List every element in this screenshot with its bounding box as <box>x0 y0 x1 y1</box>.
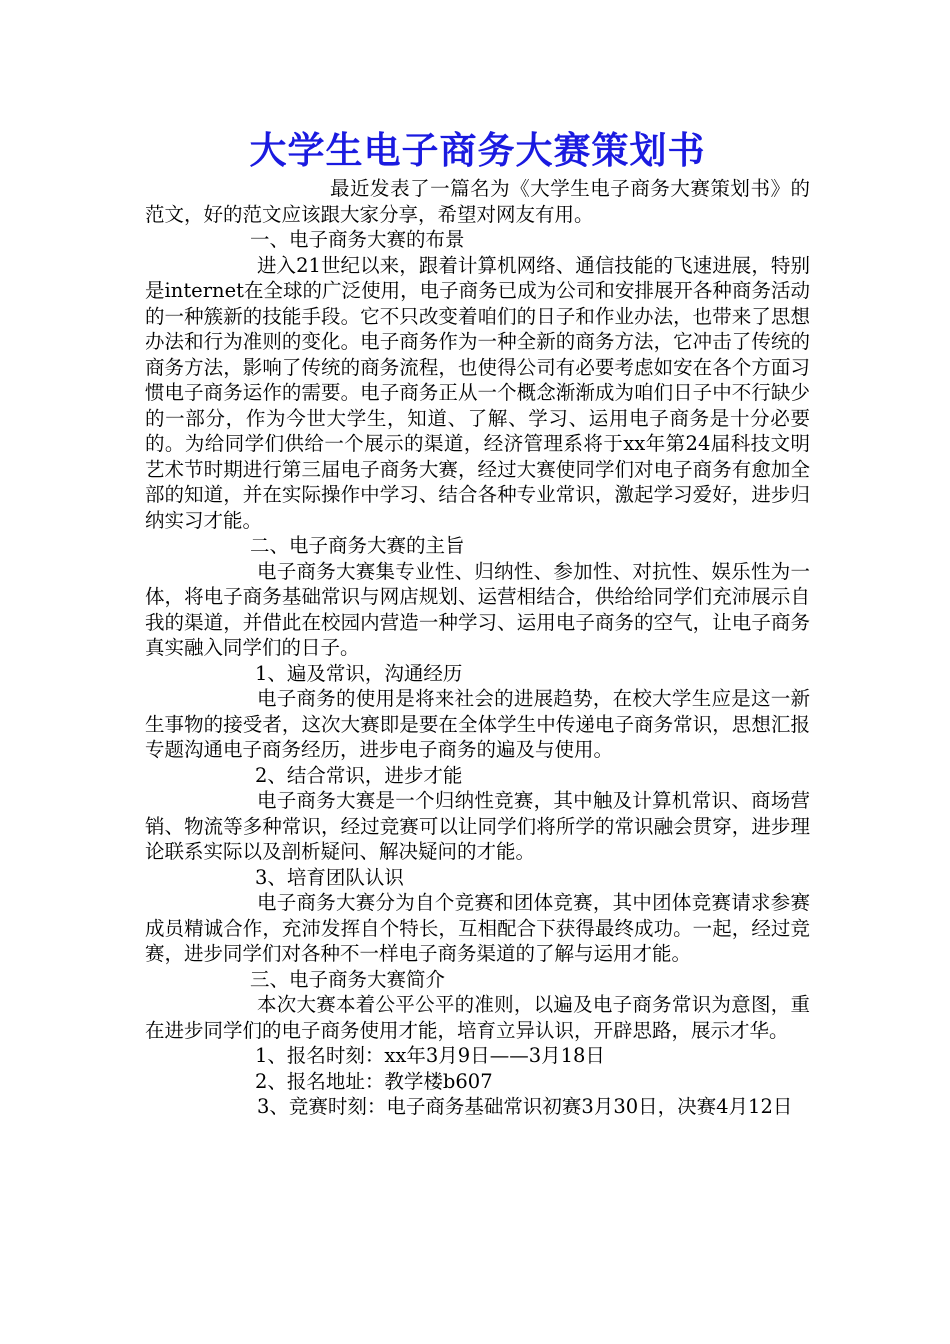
document-body <box>145 176 810 1120</box>
subsection-heading-3: 3、培育团队认识 <box>255 865 404 889</box>
section-paragraph-intro: 本次大赛本着公平公平的准则，以遍及电子商务常识为意图，重在进步同学们的电子商务使用才能，培育立异认识，开辟思路，展示才华。 <box>145 993 810 1042</box>
section-heading-purpose: 二、电子商务大赛的主旨 <box>250 534 465 557</box>
detail-registration-time: 1、报名时刻：xx年3月9日——3月18日 <box>255 1044 605 1067</box>
section-heading-background: 一、电子商务大赛的布景 <box>250 228 465 251</box>
subsection-paragraph-1: 电子商务的使用是将来社会的进展趋势，在校大学生应是这一新生事物的接受者，这次大赛即是要在全体学生中传递电子商务常识，思想汇报专题沟通电子商务经历，进步电子商务的遍及与使用。 <box>145 687 810 761</box>
subsection-heading-2: 2、结合常识，进步才能 <box>255 763 463 787</box>
section-heading-intro: 三、电子商务大赛简介 <box>250 967 446 991</box>
subsection-heading-1: 1、遍及常识，沟通经历 <box>255 661 463 685</box>
subsection-paragraph-3: 电子商务大赛分为自个竞赛和团体竞赛，其中团体竞赛请求参赛成员精诚合作，充沛发挥自个特长，互相配合下获得最终成功。一起，经过竞赛，进步同学们对各种不一样电子商务渠道的了解与运用才能。 <box>145 891 810 965</box>
detail-competition-time: 3、竞赛时刻：电子商务基础常识初赛3月30日，决赛4月12日 <box>257 1095 793 1118</box>
document-page <box>145 124 810 1120</box>
detail-registration-place: 2、报名地址：教学楼b607 <box>255 1069 493 1093</box>
document-title: 大学生电子商务大赛策划书 <box>249 128 706 172</box>
intro-paragraph: 最近发表了一篇名为《大学生电子商务大赛策划书》的范文，好的范文应该跟大家分享，希望对网友有用。 <box>145 177 810 226</box>
section-paragraph-purpose: 电子商务大赛集专业性、归纳性、参加性、对抗性、娱乐性为一体，将电子商务基础常识与网店规划、运营相结合，供给给同学们充沛展示自我的渠道，并借此在校园内营造一种学习、运用电子商务的空气，让电子商务真实融入同学们的日子。 <box>145 559 810 659</box>
subsection-paragraph-2: 电子商务大赛是一个归纳性竞赛，其中触及计算机常识、商场营销、物流等多种常识，经过竞赛可以让同学们将所学的常识融会贯穿，进步理论联系实际以及剖析疑问、解决疑问的才能。 <box>145 789 810 863</box>
section-paragraph-background: 进入21世纪以来，跟着计算机网络、通信技能的飞速进展，特别是internet在全球的广泛使用，电子商务已成为公司和安排展开各种商务活动的一种簇新的技能手段。它不只改变着咱们的日子和作业办法，也带来了思想办法和行为准则的变化。电子商务作为一种全新的商务方法，它冲击了传统的商务方法，影响了传统的商务流程，也使得公司有必要考虑如安在各个方面习惯电子商务运作的需要。电子商务正从一个概念渐渐成为咱们日子中不行缺少的一部分，作为今世大学生，知道、了解、学习、运用电子商务是十分必要的。为给同学们供给一个展示的渠道，经济管理系将于xx年第24届科技文明艺术节时期进行第三届电子商务大赛，经过大赛使同学们对电子商务有愈加全部的知道，并在实际操作中学习、结合各种专业常识，激起学习爱好，进步归纳实习才能。 <box>145 253 810 532</box>
